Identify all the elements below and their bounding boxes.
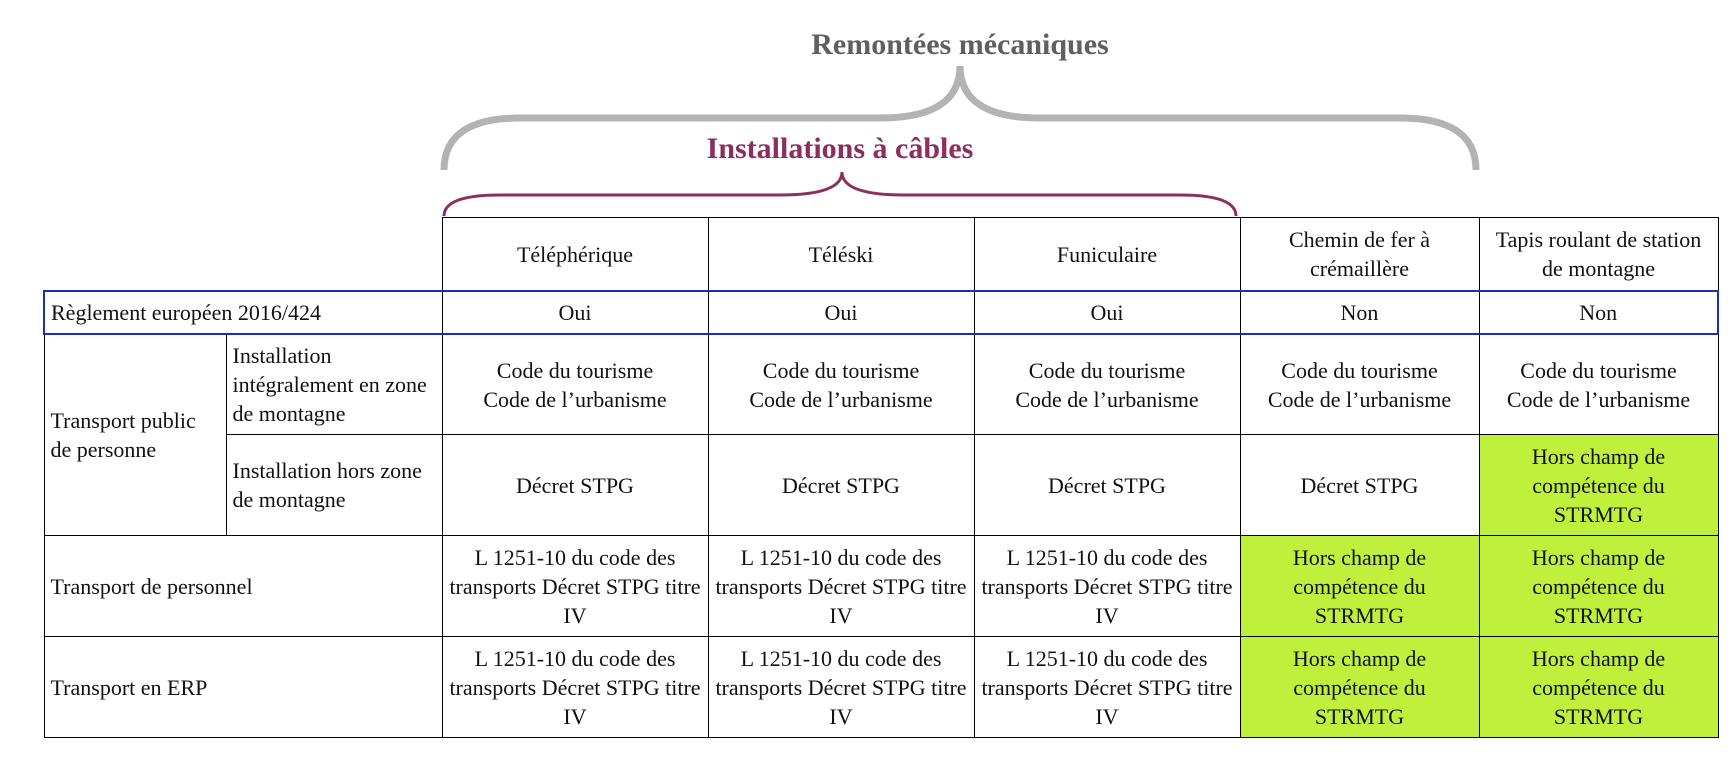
title-remontees: Remontées mécaniques: [811, 28, 1109, 61]
col-header-telepherique: Téléphérique: [442, 218, 708, 292]
hors-champ-cell: Hors champ de compétence du STRMTG: [1479, 435, 1718, 536]
title-installations: Installations à câbles: [706, 132, 974, 165]
montagne-label: Installation intégralement en zone de montagne: [226, 334, 442, 435]
col-header-tapis: Tapis roulant de station de montagne: [1479, 218, 1718, 292]
reglement-label: Règlement européen 2016/424: [44, 291, 442, 334]
hors-champ-cell: Hors champ de compétence du STRMTG: [1479, 536, 1718, 637]
erp-cell: L 1251-10 du code des transports Décret STPG titre IV: [974, 637, 1240, 738]
reglement-cell: Non: [1479, 291, 1718, 334]
montagne-cell: Code du tourisme Code de l’urbanisme: [708, 334, 974, 435]
personnel-row: [44, 536, 1718, 637]
reglement-cell: Oui: [442, 291, 708, 334]
hors-champ-cell: Hors champ de compétence du STRMTG: [1479, 637, 1718, 738]
montagne-row: [44, 334, 1718, 435]
montagne-cell: Code du tourisme Code de l’urbanisme: [1240, 334, 1479, 435]
col-header-cremaillere: Chemin de fer à crémaillère: [1240, 218, 1479, 292]
hors-montagne-cell: Décret STPG: [1240, 435, 1479, 536]
personnel-cell: L 1251-10 du code des transports Décret STPG titre IV: [442, 536, 708, 637]
header-row: [44, 218, 1718, 292]
empty-corner: [44, 218, 442, 292]
erp-label: Transport en ERP: [44, 637, 442, 738]
reglement-row: [44, 291, 1718, 334]
montagne-cell: Code du tourisme Code de l’urbanisme: [974, 334, 1240, 435]
hors-champ-cell: Hors champ de compétence du STRMTG: [1240, 536, 1479, 637]
reglement-cell: Non: [1240, 291, 1479, 334]
personnel-cell: L 1251-10 du code des transports Décret STPG titre IV: [974, 536, 1240, 637]
hors-montagne-cell: Décret STPG: [974, 435, 1240, 536]
hors-montagne-label: Installation hors zone de montagne: [226, 435, 442, 536]
personnel-label: Transport de personnel: [44, 536, 442, 637]
col-header-funiculaire: Funiculaire: [974, 218, 1240, 292]
erp-cell: L 1251-10 du code des transports Décret STPG titre IV: [708, 637, 974, 738]
hors-montagne-cell: Décret STPG: [442, 435, 708, 536]
inner-brace: [444, 172, 1236, 216]
regulation-table: [43, 217, 1719, 738]
hors-champ-cell: Hors champ de compétence du STRMTG: [1240, 637, 1479, 738]
col-header-teleski: Téléski: [708, 218, 974, 292]
erp-row: [44, 637, 1718, 738]
personnel-cell: L 1251-10 du code des transports Décret STPG titre IV: [708, 536, 974, 637]
hors-montagne-cell: Décret STPG: [708, 435, 974, 536]
hors-montagne-row: [44, 435, 1718, 536]
transport-public-label: Transport public de personne: [44, 334, 226, 536]
reglement-cell: Oui: [708, 291, 974, 334]
reglement-cell: Oui: [974, 291, 1240, 334]
erp-cell: L 1251-10 du code des transports Décret STPG titre IV: [442, 637, 708, 738]
montagne-cell: Code du tourisme Code de l’urbanisme: [442, 334, 708, 435]
montagne-cell: Code du tourisme Code de l’urbanisme: [1479, 334, 1718, 435]
